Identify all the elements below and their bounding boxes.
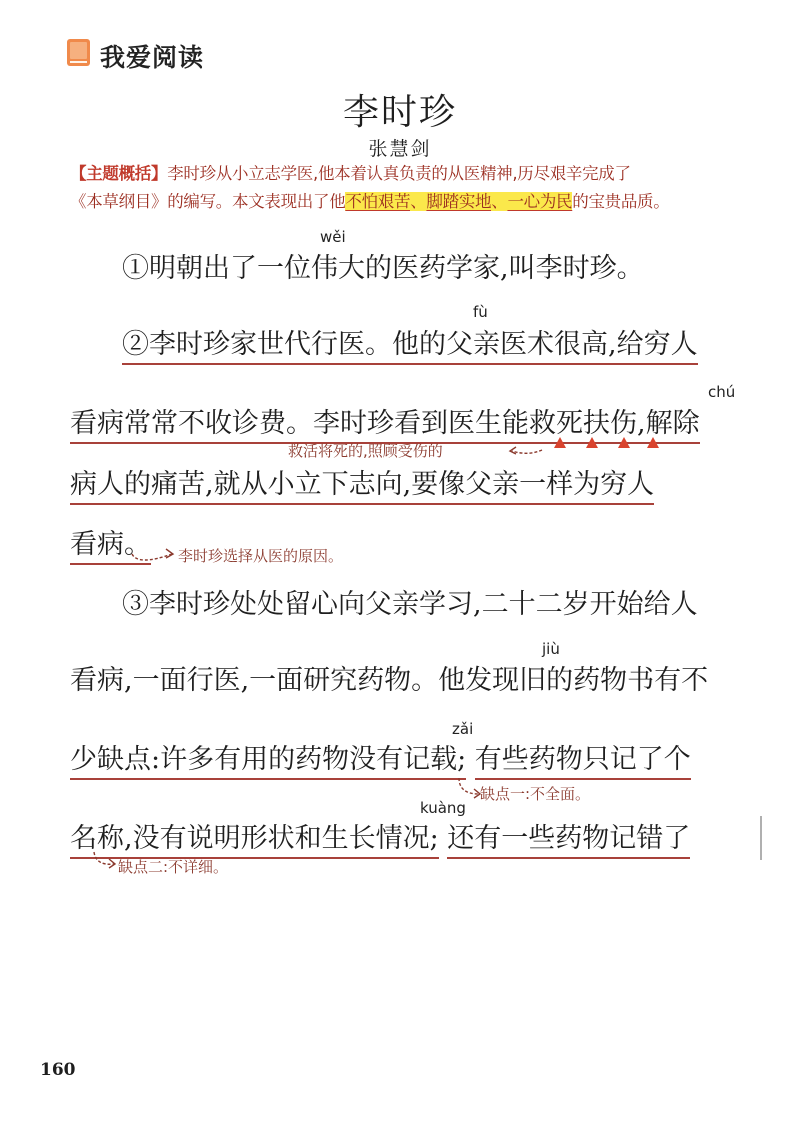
annotation-note-2: 李时珍选择从医的原因。 (178, 547, 344, 565)
underlined-text: 名称,没有说明形状和生长情况; (70, 823, 439, 859)
pinyin-kuang: kuàng (420, 799, 466, 817)
arrow-icon (90, 850, 120, 874)
underlined-text: ②李时珍家世代行医。他的父亲医术很高,给穷人 (122, 329, 698, 365)
highlight-quality-2: 脚踏实地 (426, 192, 492, 211)
emphasis-mark (554, 437, 566, 448)
emphasis-mark (647, 437, 659, 448)
underlined-text: 看病。 (70, 529, 151, 565)
pinyin-jiu: jiù (542, 640, 560, 658)
summary-label: 【主题概括】 (70, 164, 168, 183)
paragraph-3-line-2: 看病,一面行医,一面研究药物。他发现旧的药物书有不 (70, 665, 709, 696)
summary-text-2b: 的宝贵品质。 (572, 192, 670, 211)
annotation-note-1: 救活将死的,照顾受伤的 (288, 442, 443, 460)
section-title: 我爱阅读 (100, 43, 205, 72)
paragraph-1: ①明朝出了一位伟大的医药学家,叫李时珍。 (122, 253, 644, 284)
summary-line-2 (70, 188, 740, 216)
underlined-text: 看病常常不收诊费。李时珍看到医生能救死扶伤,解除 (70, 408, 700, 444)
line-gap (466, 744, 475, 775)
theme-summary (70, 160, 740, 216)
page-edge-mark (760, 816, 762, 860)
summary-sep-2: 、 (491, 192, 508, 211)
underlined-text: 病人的痛苦,就从小立下志向,要像父亲一样为穷人 (70, 469, 654, 505)
emphasis-mark (618, 437, 630, 448)
emphasis-mark (586, 437, 598, 448)
underlined-text: 有些药物只记了个 (475, 744, 691, 780)
arrow-icon (128, 540, 178, 570)
annotation-note-3: 缺点一:不全面。 (480, 785, 591, 803)
paragraph-3-line-1: ③李时珍处处留心向父亲学习,二十二岁开始给人 (122, 589, 698, 620)
pinyin-fu: fù (473, 303, 488, 321)
summary-sep-1: 、 (410, 192, 427, 211)
summary-text-1: 李时珍从小立志学医,他本着认真负责的从医精神,历尽艰辛完成了 (167, 164, 631, 183)
book-icon (66, 38, 92, 68)
annotation-note-4: 缺点二:不详细。 (118, 858, 229, 876)
paragraph-2-line-2 (70, 401, 700, 440)
summary-line-1 (70, 160, 740, 188)
highlight-quality-3: 一心为民 (507, 192, 573, 211)
line-gap (439, 823, 448, 854)
underlined-text: 还有一些药物记错了 (447, 823, 690, 859)
pinyin-chu: chú (708, 383, 736, 401)
arrow-icon (506, 444, 546, 458)
underlined-text: 少缺点:许多有用的药物没有记载; (70, 744, 466, 780)
paragraph-2-line-1 (122, 322, 698, 361)
paragraph-3-line-3 (70, 737, 691, 776)
paragraph-2-line-3 (70, 462, 654, 501)
paragraph-3-line-4 (70, 816, 690, 855)
pinyin-zai: zǎi (452, 720, 474, 738)
pinyin-wei: wěi (320, 228, 346, 246)
page-number: 160 (40, 1060, 76, 1080)
article-title: 李时珍 (342, 92, 457, 133)
highlight-quality-1: 不怕艰苦 (345, 192, 411, 211)
summary-text-2a: 《本草纲目》的编写。本文表现出了他 (70, 192, 346, 211)
article-author: 张慧剑 (368, 138, 432, 160)
